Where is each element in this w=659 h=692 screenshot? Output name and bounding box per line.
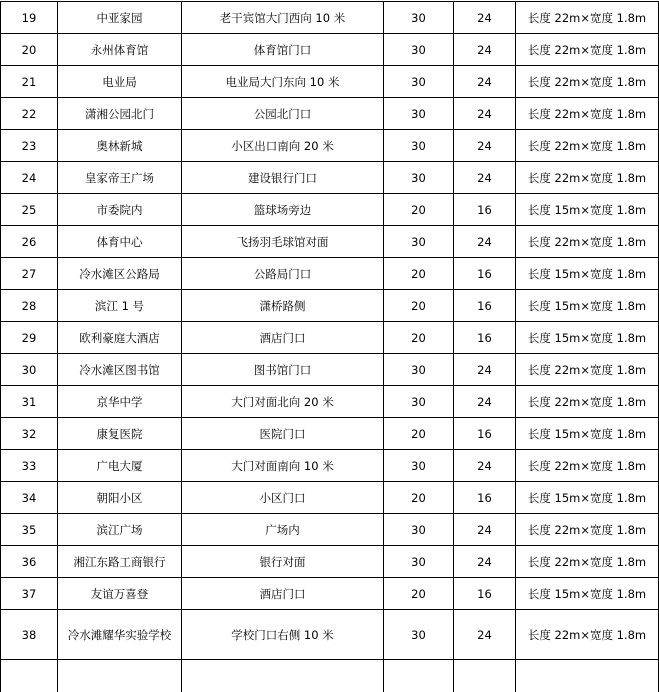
- table-row: [1, 514, 659, 546]
- cell-location: 广场内: [182, 514, 384, 546]
- table-row: [1, 66, 659, 98]
- cell-location: 小区出口南向 20 米: [182, 130, 384, 162]
- cell-size: 长度 22m×宽度 1.8m: [516, 162, 659, 194]
- cell-location: 大门对面北向 20 米: [182, 386, 384, 418]
- cell-location: 体育馆门口: [182, 34, 384, 66]
- table-row-partial: [1, 660, 659, 692]
- cell-name: 皇家帝王广场: [58, 162, 182, 194]
- cell-value-b: 24: [454, 514, 516, 546]
- table-row: [1, 386, 659, 418]
- cell-size: 长度 15m×宽度 1.8m: [516, 290, 659, 322]
- cell-name: 冷水滩区图书馆: [58, 354, 182, 386]
- cell-no: 32: [1, 418, 58, 450]
- cell-value-a: 30: [384, 450, 454, 482]
- table-row: [1, 258, 659, 290]
- cell-value-a: 30: [384, 546, 454, 578]
- cell-value-b: 16: [454, 194, 516, 226]
- cell-value-a: 20: [384, 290, 454, 322]
- cell-value-b: 24: [454, 354, 516, 386]
- table-row: [1, 34, 659, 66]
- cell-location: 小区门口: [182, 482, 384, 514]
- cell-no: 38: [1, 610, 58, 660]
- cell-value-a: 20: [384, 322, 454, 354]
- cell-no: 19: [1, 2, 58, 34]
- cell-location: 公园北门口: [182, 98, 384, 130]
- cell-no: 29: [1, 322, 58, 354]
- cell-name: 潇湘公园北门: [58, 98, 182, 130]
- cell-value-a: 30: [384, 66, 454, 98]
- cell-value-b: 24: [454, 226, 516, 258]
- cell-name: 朝阳小区: [58, 482, 182, 514]
- cell-size: 长度 15m×宽度 1.8m: [516, 578, 659, 610]
- cell-value-a: 30: [384, 386, 454, 418]
- cell-value-a: 30: [384, 162, 454, 194]
- cell-no: 26: [1, 226, 58, 258]
- cell-no: 35: [1, 514, 58, 546]
- cell-value-b: 16: [454, 290, 516, 322]
- cell-value-b: 24: [454, 130, 516, 162]
- cell-value-b: 24: [454, 450, 516, 482]
- cell-value-b: 24: [454, 386, 516, 418]
- cell-value-a: 20: [384, 418, 454, 450]
- table-row: [1, 578, 659, 610]
- cell-no: 22: [1, 98, 58, 130]
- table-row: [1, 290, 659, 322]
- cell-no: 27: [1, 258, 58, 290]
- cell-value-b: 16: [454, 258, 516, 290]
- cell-location: 大门对面南向 10 米: [182, 450, 384, 482]
- cell-location: 潇桥路侧: [182, 290, 384, 322]
- cell-value-a: 30: [384, 514, 454, 546]
- cell-name: 康复医院: [58, 418, 182, 450]
- cell-empty: [516, 660, 659, 692]
- cell-name: 滨江 1 号: [58, 290, 182, 322]
- table-row: [1, 226, 659, 258]
- cell-name: 奥林新城: [58, 130, 182, 162]
- cell-value-b: 16: [454, 418, 516, 450]
- cell-name: 友谊万喜登: [58, 578, 182, 610]
- cell-value-a: 30: [384, 354, 454, 386]
- cell-value-b: 16: [454, 578, 516, 610]
- table-row: [1, 322, 659, 354]
- cell-no: 28: [1, 290, 58, 322]
- cell-empty: [182, 660, 384, 692]
- table-row: [1, 610, 659, 660]
- cell-size: 长度 22m×宽度 1.8m: [516, 66, 659, 98]
- cell-name: 市委院内: [58, 194, 182, 226]
- cell-size: 长度 15m×宽度 1.8m: [516, 482, 659, 514]
- cell-location: 公路局门口: [182, 258, 384, 290]
- cell-size: 长度 22m×宽度 1.8m: [516, 610, 659, 660]
- cell-value-a: 20: [384, 258, 454, 290]
- table-row: [1, 546, 659, 578]
- cell-no: 30: [1, 354, 58, 386]
- cell-empty: [58, 660, 182, 692]
- table-row: [1, 418, 659, 450]
- cell-value-a: 30: [384, 2, 454, 34]
- cell-location: 医院门口: [182, 418, 384, 450]
- cell-location: 学校门口右侧 10 米: [182, 610, 384, 660]
- cell-size: 长度 22m×宽度 1.8m: [516, 130, 659, 162]
- cell-name: 湘江东路工商银行: [58, 546, 182, 578]
- cell-no: 34: [1, 482, 58, 514]
- cell-name: 永州体育馆: [58, 34, 182, 66]
- cell-location: 飞扬羽毛球馆对面: [182, 226, 384, 258]
- table-row: [1, 98, 659, 130]
- cell-no: 24: [1, 162, 58, 194]
- table-row: [1, 482, 659, 514]
- cell-location: 酒店门口: [182, 322, 384, 354]
- cell-name: 冷水滩区公路局: [58, 258, 182, 290]
- cell-value-a: 20: [384, 578, 454, 610]
- cell-empty: [454, 660, 516, 692]
- cell-no: 31: [1, 386, 58, 418]
- data-table: [0, 1, 659, 692]
- cell-size: 长度 22m×宽度 1.8m: [516, 34, 659, 66]
- cell-name: 京华中学: [58, 386, 182, 418]
- cell-size: 长度 22m×宽度 1.8m: [516, 546, 659, 578]
- cell-name: 广电大厦: [58, 450, 182, 482]
- table-row: [1, 162, 659, 194]
- cell-location: 建设银行门口: [182, 162, 384, 194]
- cell-value-a: 30: [384, 34, 454, 66]
- cell-size: 长度 15m×宽度 1.8m: [516, 322, 659, 354]
- cell-size: 长度 22m×宽度 1.8m: [516, 450, 659, 482]
- cell-location: 银行对面: [182, 546, 384, 578]
- cell-name: 欧利豪庭大酒店: [58, 322, 182, 354]
- cell-location: 图书馆门口: [182, 354, 384, 386]
- cell-value-b: 16: [454, 482, 516, 514]
- cell-size: 长度 15m×宽度 1.8m: [516, 194, 659, 226]
- cell-no: 21: [1, 66, 58, 98]
- cell-location: 老干宾馆大门西向 10 米: [182, 2, 384, 34]
- cell-value-b: 24: [454, 34, 516, 66]
- cell-value-b: 24: [454, 610, 516, 660]
- cell-name: 体育中心: [58, 226, 182, 258]
- cell-no: 36: [1, 546, 58, 578]
- cell-empty: [384, 660, 454, 692]
- cell-no: 20: [1, 34, 58, 66]
- cell-value-b: 24: [454, 66, 516, 98]
- cell-size: 长度 15m×宽度 1.8m: [516, 418, 659, 450]
- cell-name: 冷水滩耀华实验学校: [58, 610, 182, 660]
- cell-value-a: 20: [384, 482, 454, 514]
- cell-no: 23: [1, 130, 58, 162]
- cell-location: 酒店门口: [182, 578, 384, 610]
- cell-no: 33: [1, 450, 58, 482]
- cell-value-b: 24: [454, 2, 516, 34]
- cell-no: 25: [1, 194, 58, 226]
- cell-size: 长度 22m×宽度 1.8m: [516, 226, 659, 258]
- cell-value-b: 24: [454, 546, 516, 578]
- table-row: [1, 130, 659, 162]
- cell-name: 电业局: [58, 66, 182, 98]
- cell-size: 长度 22m×宽度 1.8m: [516, 354, 659, 386]
- cell-empty: [1, 660, 58, 692]
- cell-value-b: 24: [454, 98, 516, 130]
- table-row: [1, 194, 659, 226]
- table-row: [1, 354, 659, 386]
- cell-value-a: 30: [384, 130, 454, 162]
- cell-value-b: 16: [454, 322, 516, 354]
- table-row: [1, 2, 659, 34]
- cell-value-a: 30: [384, 226, 454, 258]
- cell-size: 长度 22m×宽度 1.8m: [516, 514, 659, 546]
- table-row: [1, 450, 659, 482]
- cell-value-a: 30: [384, 610, 454, 660]
- cell-location: 电业局大门东向 10 米: [182, 66, 384, 98]
- table-body: [1, 2, 659, 692]
- cell-value-a: 30: [384, 98, 454, 130]
- cell-no: 37: [1, 578, 58, 610]
- cell-name: 滨江广场: [58, 514, 182, 546]
- cell-value-b: 24: [454, 162, 516, 194]
- cell-value-a: 20: [384, 194, 454, 226]
- cell-name: 中亚家园: [58, 2, 182, 34]
- cell-size: 长度 22m×宽度 1.8m: [516, 2, 659, 34]
- cell-size: 长度 22m×宽度 1.8m: [516, 98, 659, 130]
- cell-location: 篮球场旁边: [182, 194, 384, 226]
- cell-size: 长度 22m×宽度 1.8m: [516, 386, 659, 418]
- cell-size: 长度 15m×宽度 1.8m: [516, 258, 659, 290]
